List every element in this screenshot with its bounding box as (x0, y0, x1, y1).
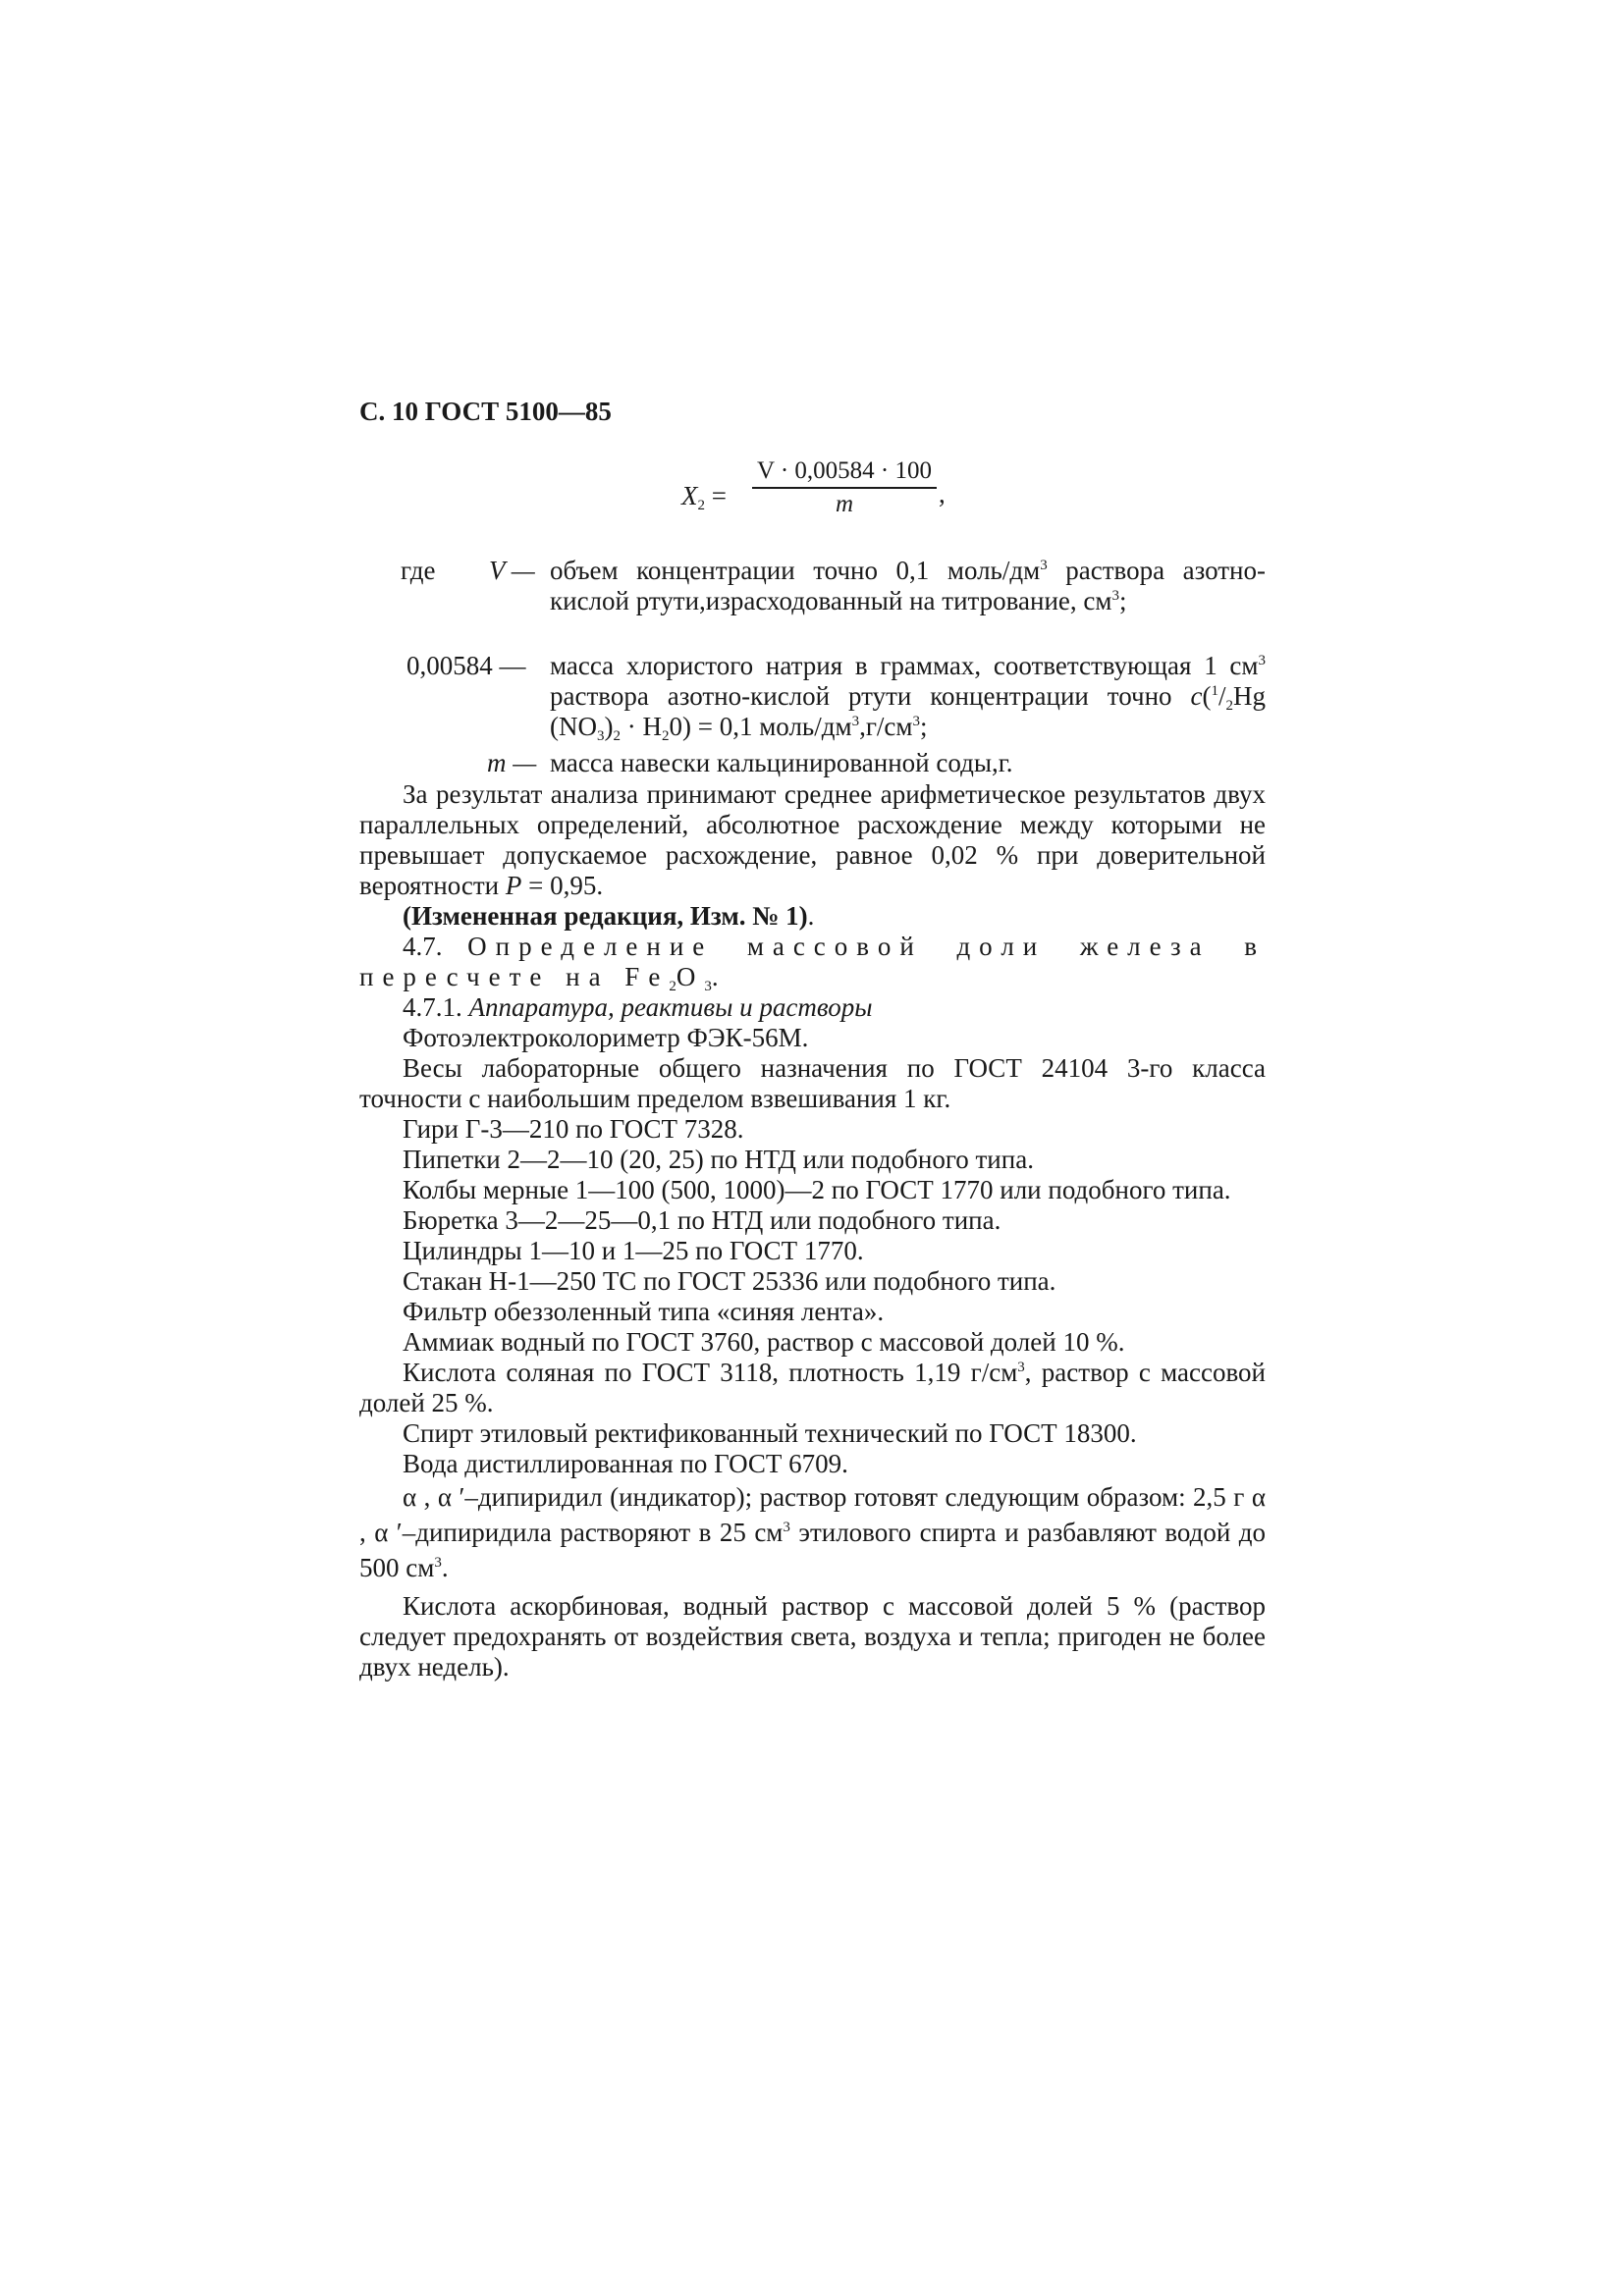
page-header: С. 10 ГОСТ 5100—85 (359, 397, 612, 426)
formula-denominator: m (835, 491, 854, 517)
list-item: Цилиндры 1—10 и 1—25 по ГОСТ 1770. (403, 1236, 864, 1265)
list-item: Пипетки 2—2—10 (20, 25) по НТД или подобного типа. (403, 1145, 1034, 1174)
section-4-7-1-heading: 4.7.1. Аппаратура, реактивы и растворы (403, 992, 873, 1022)
def-v-text: объем концентрации точно 0,1 моль/$дм^3$ раствора азотно-кислой ртути,израсходованный на титрование, $см^3$; (550, 556, 1266, 615)
formula-numerator: V · 0,00584 · 100 (756, 457, 932, 484)
formula-sub: 2 (697, 498, 705, 513)
formula-lhs (681, 481, 727, 511)
list-item: Стакан Н-1—250 ТС по ГОСТ 25336 или подобного типа. (403, 1266, 1056, 1296)
section-4-7-heading: 4.7. Определение массовой доли железа в пересчете на $Fe_2O_3$. (359, 932, 1267, 994)
list-item: Фильтр обеззоленный типа «синяя лента». (403, 1297, 885, 1326)
body-text (359, 779, 1266, 1682)
list-item: α , α ′–дипиридил (индикатор); раствор готовят следующим образом: 2,5 г α , α ′–дипиридила растворяют в 25 $см^3$ этилового спирта и разбавляют водой до 500 $см^3$. (359, 1482, 1266, 1582)
list-item: Фотоэлектроколориметр ФЭК-56М. (403, 1023, 809, 1052)
def-n-text: масса хлористого натрия в граммах, соответствующая 1 $см^3$ раствора азотно-кислой ртути концентрации точно $c(^1/_2Hg$ $(NO_3)_2 \cdot H_20) = 0,1$ моль/$дм^3,г/см^3$; (550, 651, 1266, 744)
formula-eq: = (705, 481, 727, 510)
list-item: Кислота соляная по ГОСТ 3118, плотность 1,19 $г/см^3$, раствор с массовой долей 25 %. (359, 1358, 1266, 1417)
result-paragraph: За результат анализа принимают среднее арифметическое результатов двух параллельных определений, абсолютное расхождение между которыми не превышает допускаемое расхождение, равное 0,02 % при доверительной вероятности P = 0,95. (359, 779, 1266, 900)
formula-fraction (752, 457, 937, 518)
where-label: где (401, 556, 436, 585)
edit-note: (Измененная редакция, Изм. № 1). (403, 901, 815, 931)
list-item: Кислота аскорбиновая, водный раствор с массовой долей 5 % (раствор следует предохранять от воздействия света, воздуха и тепла; пригоден не более двух недель). (359, 1591, 1266, 1682)
def-m-label: m — (487, 748, 537, 777)
def-m-text: масса навески кальцинированной соды,г. (550, 748, 1013, 777)
list-item: Гири Г-3—210 по ГОСТ 7328. (403, 1114, 744, 1144)
list-item: Аммиак водный по ГОСТ 3760, раствор с массовой долей 10 %. (403, 1327, 1125, 1357)
formula-comma: , (939, 479, 946, 508)
list-item: Спирт этиловый ректификованный технический по ГОСТ 18300. (403, 1418, 1137, 1448)
fraction-bar (752, 487, 937, 489)
def-v-label: V — (489, 556, 535, 585)
formula-var: X (681, 481, 698, 510)
list-item: Вода дистиллированная по ГОСТ 6709. (403, 1449, 848, 1478)
list-item: Весы лабораторные общего назначения по ГОСТ 24104 3-го класса точности с наибольшим пределом взвешивания 1 кг. (359, 1053, 1266, 1113)
list-item: Колбы мерные 1—100 (500, 1000)—2 по ГОСТ 1770 или подобного типа. (403, 1175, 1231, 1204)
list-item: Бюретка 3—2—25—0,1 по НТД или подобного типа. (403, 1205, 1001, 1235)
def-n-label: 0,00584 — (406, 651, 526, 680)
